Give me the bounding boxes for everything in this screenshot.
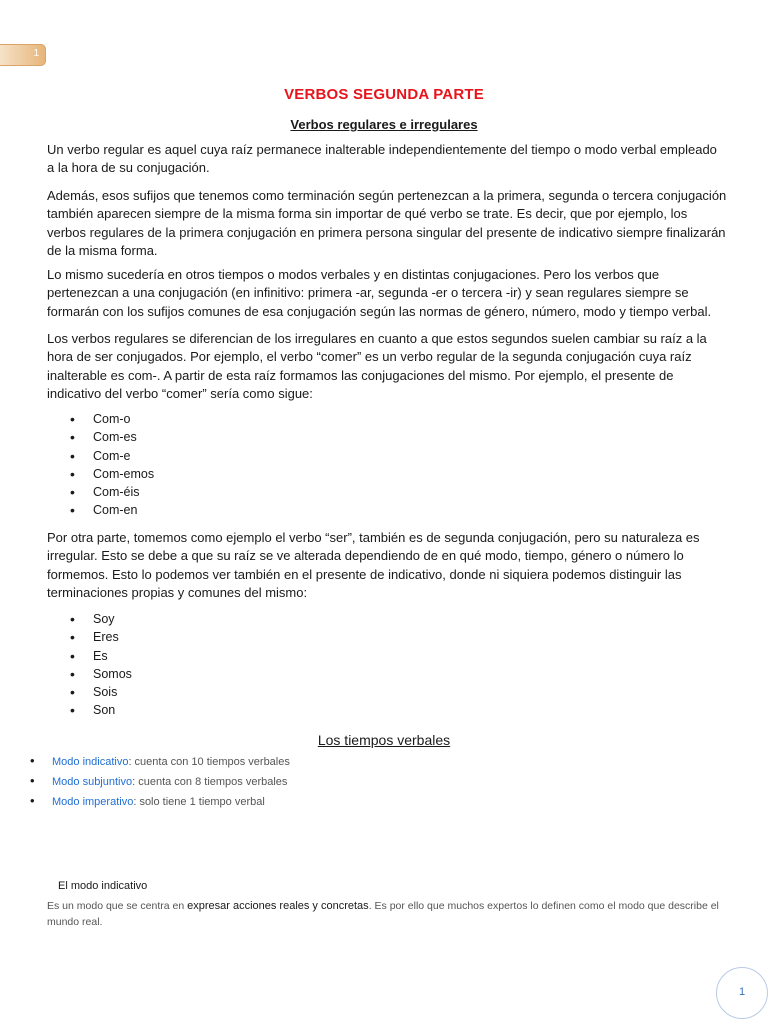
list-item: • Com-e bbox=[74, 447, 154, 465]
ser-conjugation-list bbox=[74, 610, 132, 720]
list-item: • Com-emos bbox=[74, 465, 154, 483]
page-number: 1 bbox=[738, 986, 746, 998]
list-item: • Sois bbox=[74, 683, 132, 701]
list-item: • Com-éis bbox=[74, 483, 154, 501]
page-number-badge bbox=[716, 967, 768, 1019]
list-item: • Es bbox=[74, 647, 132, 665]
modo-text-highlight: expresar acciones reales y concretas bbox=[187, 900, 369, 912]
mode-link-imperativo[interactable]: Modo imperativo bbox=[52, 796, 134, 808]
document-subtitle: Verbos regulares e irregulares bbox=[290, 117, 478, 132]
list-item: • Com-en bbox=[74, 501, 154, 519]
list-item: • Somos bbox=[74, 665, 132, 683]
document-title: VERBOS SEGUNDA PARTE bbox=[284, 86, 484, 103]
page-tab-number: 1 bbox=[33, 48, 39, 59]
mode-item-indicativo bbox=[30, 752, 290, 772]
mode-link-indicativo[interactable]: Modo indicativo bbox=[52, 756, 129, 768]
modo-text-after: . Es por ello que muchos expertos lo definen como el modo que describe el mundo real. bbox=[47, 900, 719, 928]
list-item: • Eres bbox=[74, 628, 132, 646]
list-item: • Com-o bbox=[74, 410, 154, 428]
tiempos-verbales-heading: Los tiempos verbales bbox=[317, 732, 451, 748]
modo-indicativo-heading: El modo indicativo bbox=[58, 880, 148, 892]
modes-list bbox=[30, 752, 290, 812]
mode-link-subjuntivo[interactable]: Modo subjuntivo bbox=[52, 776, 133, 788]
paragraph-definition: Un verbo regular es aquel cuya raíz permanece inalterable independientemente del tiempo o modo verbal empleado a la hora de su conjugación. bbox=[47, 142, 717, 176]
mode-description: : solo tiene 1 tiempo verbal bbox=[133, 796, 265, 808]
list-item: • Soy bbox=[74, 610, 132, 628]
list-item: • Com-es bbox=[74, 428, 154, 446]
paragraph-ser: Por otra parte, tomemos como ejemplo el verbo “ser”, también es de segunda conjugación, pero su naturaleza es irregular. Esto se debe a que su raíz se ve alterada dependiendo de en qué modo, tiempo, género o número lo formemos. Esto lo podemos ver también en el presente de indicativo, donde ni siquiera podemos distinguir las terminaciones propias y comunes del mismo: bbox=[47, 530, 700, 600]
mode-item-subjuntivo bbox=[30, 772, 290, 792]
comer-conjugation-list bbox=[74, 410, 154, 520]
mode-description: : cuenta con 8 tiempos verbales bbox=[132, 776, 288, 788]
paragraph-comer: Los verbos regulares se diferencian de los irregulares en cuanto a que estos segundos suelen cambiar su raíz a la hora de ser conjugados. Por ejemplo, el verbo “comer” es un verbo regular de la segunda conjugación cuya raíz inalterable es com-. A partir de esta raíz formamos las conjugaciones del mismo. Por ejemplo, el presente de indicativo del verbo “comer” sería como sigue: bbox=[47, 331, 707, 401]
page-tab-marker bbox=[0, 44, 46, 66]
modo-indicativo-text bbox=[47, 899, 727, 930]
modo-text-before: Es un modo que se centra en bbox=[47, 900, 188, 912]
paragraph-sufijos: Además, esos sufijos que tenemos como terminación según pertenezcan a la primera, segunda o tercera conjugación también aparecen siempre de la misma forma sin importar de qué verbo se trate. Es decir, que por ejemplo, los verbos regulares de la primera conjugación en primera persona singular del presente de indicativo siempre finalizarán de la misma forma. bbox=[47, 188, 727, 258]
mode-item-imperativo bbox=[30, 792, 290, 812]
mode-description: : cuenta con 10 tiempos verbales bbox=[128, 756, 290, 768]
paragraph-otros-tiempos: Lo mismo sucedería en otros tiempos o modos verbales y en distintas conjugaciones. Pero los verbos que pertenezcan a una conjugación (en infinitivo: primera -ar, segunda -er o tercera -ir) y sean regulares siempre se formarán con los sufijos comunes de esa conjugación según las normas de género, número, modo y tiempo verbal. bbox=[47, 267, 712, 319]
list-item: • Son bbox=[74, 701, 132, 719]
